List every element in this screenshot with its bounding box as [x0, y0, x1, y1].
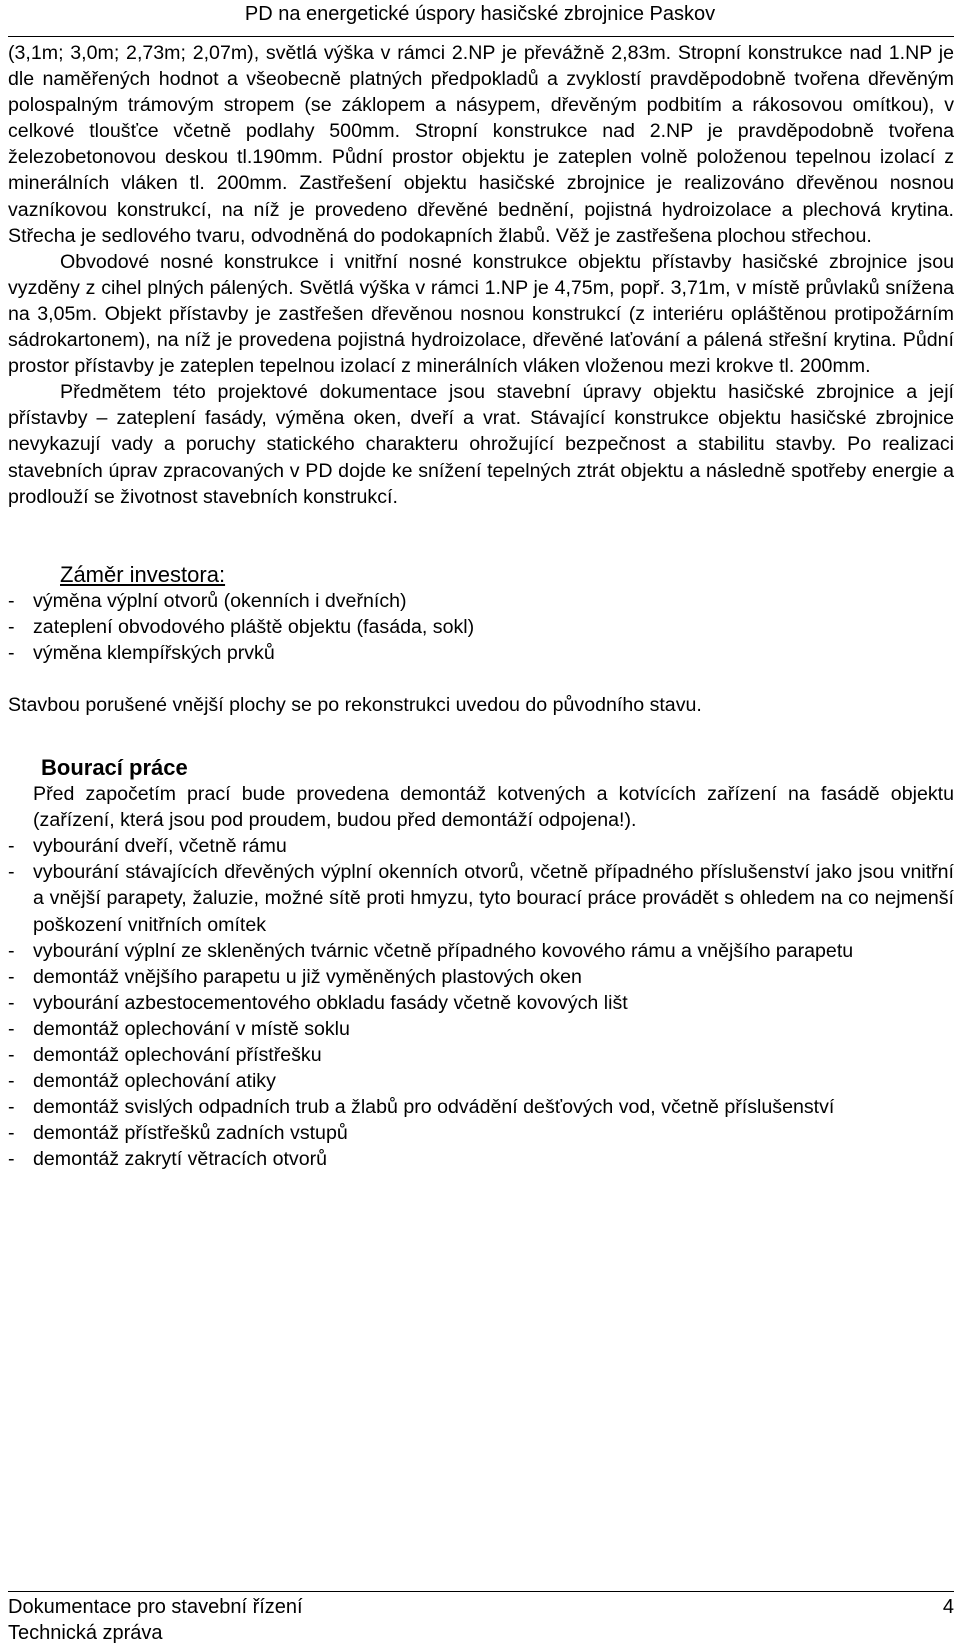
list-item: - vybourání azbestocementového obkladu fasády včetně kovových lišt: [8, 991, 628, 1014]
footer-report-type: Technická zpráva: [8, 1622, 163, 1644]
page-number: 4: [942, 1596, 954, 1618]
paragraph-construction-main: (3,1m; 3,0m; 2,73m; 2,07m), světlá výška v rámci 2.NP je převážně 2,83m. Stropní konstrukce nad 1.NP je dle naměřených hodnot a všeobecně platných předpokladů a zvyklostí pravděpodobně tvořena dřevěným polospalným trámovým stropem (se záklopem a násypem, dřevěným podbitím a rákosovou omítkou), v celkové tloušťce včetně podlahy 500mm. Stropní konstrukce nad 2.NP je pravděpodobně tvořena železobetonovou deskou tl.190mm. Půdní prostor objektu je zateplen volně položenou tepelnou izolací z minerálních vláken tl. 200mm. Zastřešení objektu hasičské zbrojnice je realizováno dřevěnou nosnou vazníkovou konstrukcí, na níž je provedeno dřevěné bednění, pojistná hydroizolace a plechová krytina. Střecha je sedlového tvaru, odvodněná do podokapních žlabů. Věž je zastřešena plochou střechou.: [8, 42, 954, 247]
document-body: [8, 40, 954, 1172]
page-footer: [8, 1594, 954, 1646]
list-item: - demontáž zakrytí větracích otvorů: [8, 1148, 328, 1171]
investor-heading: Záměr investora:: [60, 561, 226, 587]
list-item: - vybourání výplní ze skleněných tvárnic včetně případného kovového rámu a vnějšího parapetu: [8, 939, 854, 962]
list-item: - vybourání dveří, včetně rámu: [8, 835, 287, 858]
running-header: PD na energetické úspory hasičské zbrojnice Paskov: [244, 3, 716, 25]
list-item: - demontáž oplechování v místě soklu: [8, 1017, 350, 1040]
list-item: - demontáž svislých odpadních trub a žlabů pro odvádění dešťových vod, včetně příslušenství: [8, 1096, 835, 1119]
demolition-list: [8, 833, 954, 1172]
list-item: - demontáž oplechování přístřešku: [8, 1044, 322, 1066]
list-item: - demontáž vnějšího parapetu u již vyměněných plastových oken: [8, 965, 582, 988]
header-rule: [8, 36, 954, 37]
list-item: - vybourání stávajících dřevěných výplní okenních otvorů, včetně případného příslušenství jako jsou vnitřní a vnější parapety, žaluzie, možné sítě proti hmyzu, tyto bourací práce provádět s ohledem na co nejmenší poškození vnitřních omítek: [8, 861, 954, 936]
footer-rule: [8, 1591, 954, 1592]
list-item: - výměna klempířských prvků: [8, 641, 275, 664]
demolition-heading: Bourací práce: [41, 755, 188, 781]
list-item: - demontáž oplechování atiky: [8, 1070, 276, 1093]
paragraph-project-subject: Předmětem této projektové dokumentace jsou stavební úpravy objektu hasičské zbrojnice a její přístavby – zateplení fasády, výměna oken, dveří a vrat. Stávající konstrukce objektu hasičské zbrojnice nevykazují vady a poruchy statického charakteru ohrožující bezpečnost a stabilitu stavby. Po realizaci stavebních úprav zpracovaných v PD dojde ke snížení tepelných ztrát objektu a následně spotřeby energie a prodlouží se životnost stavebních konstrukcí.: [8, 381, 954, 508]
paragraph-extension: Obvodové nosné konstrukce i vnitřní nosné konstrukce objektu přístavby hasičské zbrojnice jsou vyzděny z cihel plných pálených. Světlá výška v rámci 1.NP je 4,75m, popř. 3,71m, v místě průvlaků snížena na 3,05m. Objekt přístavby je zastřešen dřevěnou nosnou konstrukcí (z interiéru opláštěnou protipožárním sádrokartonem), na níž je provedena pojistná hydroizolace, dřevěné laťování a pálená střešní krytina. Půdní prostor přístavby je zateplen tepelnou izolací z minerálních vláken vloženou mezi krokve tl. 200mm.: [8, 250, 954, 378]
footer-document-type: Dokumentace pro stavební řízení: [8, 1596, 303, 1618]
list-item: - demontáž přístřešků zadních vstupů: [8, 1122, 348, 1145]
list-item: - výměna výplní otvorů (okenních i dveřních): [8, 589, 407, 612]
investor-note: Stavbou porušené vnější plochy se po rekonstrukci uvedou do původního stavu.: [8, 693, 702, 716]
demolition-intro: Před započetím prací bude provedena demontáž kotvených a kotvících zařízení na fasádě objektu (zařízení, která jsou pod proudem, budou před demontáží odpojena!).: [33, 783, 954, 832]
list-item: - zateplení obvodového pláště objektu (fasáda, sokl): [8, 615, 475, 638]
investor-list: [8, 588, 954, 666]
